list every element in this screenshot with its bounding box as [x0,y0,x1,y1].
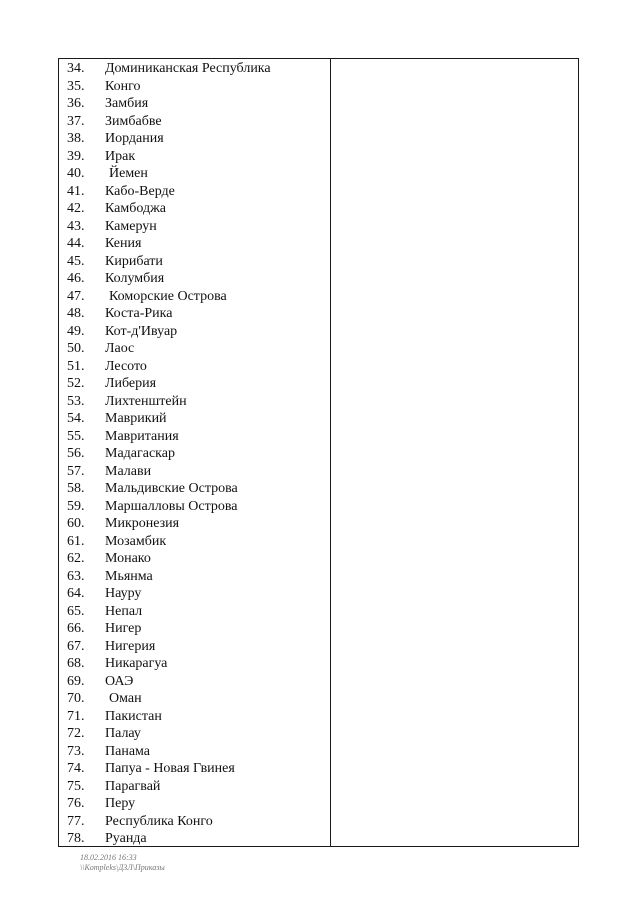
country-name: Камбоджа [105,201,166,216]
country-name: Замбия [105,96,149,111]
list-item [59,358,330,376]
list-item [59,130,330,148]
item-number: 35. [67,78,85,94]
list-item [59,218,330,236]
country-name: Палау [105,726,141,741]
item-number: 74. [67,761,85,776]
list-item [59,813,330,831]
list-item [59,60,330,78]
country-name: Мадагаскар [105,446,175,461]
country-name: Маврикий [105,411,167,426]
item-number: 48. [67,306,85,321]
list-item [59,568,330,586]
country-name: Науру [105,586,142,601]
list-item [59,148,330,166]
list-item [59,305,330,323]
list-item [59,200,330,218]
country-name: Конго [105,78,141,94]
item-number: 69. [67,673,85,689]
item-number: 75. [67,778,85,794]
country-name: Перу [105,796,136,811]
list-item [59,708,330,726]
country-name: Панама [105,743,151,759]
item-number: 60. [67,516,85,531]
item-number: 50. [67,341,85,356]
list-item [59,323,330,341]
footer-date: 18.02.2016 16:33 [80,853,137,862]
item-number: 34. [67,61,85,76]
item-number: 42. [67,201,85,216]
column-divider [330,59,331,846]
list-item [59,550,330,568]
country-name: Кот-д'Ивуар [105,323,178,339]
country-name: Республика Конго [105,813,213,829]
item-number: 64. [67,586,85,601]
list-item [59,498,330,516]
item-number: 63. [67,568,85,584]
item-number: 43. [67,218,85,234]
country-name: Кения [105,236,142,251]
item-number: 36. [67,96,85,111]
list-item [59,235,330,253]
list-item [59,743,330,761]
list-item [59,95,330,113]
item-number: 62. [67,551,85,566]
list-item [59,253,330,271]
country-name: Мьянма [105,568,153,584]
item-number: 57. [67,463,85,479]
country-name: Кабо-Верде [105,183,175,199]
country-list [59,60,330,848]
list-item [59,673,330,691]
list-item [59,760,330,778]
list-item [59,725,330,743]
list-item [59,463,330,481]
list-item [59,270,330,288]
list-item [59,585,330,603]
item-number: 39. [67,148,85,164]
item-number: 54. [67,411,85,426]
country-name: Монако [105,551,151,566]
item-number: 61. [67,533,85,549]
item-number: 76. [67,796,85,811]
item-number: 37. [67,113,85,129]
item-number: 44. [67,236,85,251]
country-name: Лихтенштейн [105,393,187,409]
list-item [59,620,330,638]
list-item [59,428,330,446]
list-item [59,288,330,306]
item-number: 65. [67,603,85,619]
item-number: 46. [67,271,85,286]
country-name: Маршалловы Острова [105,498,238,514]
list-item [59,778,330,796]
item-number: 66. [67,621,85,636]
country-name: Оман [109,691,142,706]
item-number: 67. [67,638,85,654]
country-name: Никарагуа [105,656,168,671]
country-name: Иордания [105,131,164,146]
country-name: Мальдивские Острова [105,481,238,496]
item-number: 70. [67,691,85,706]
country-name: Микронезия [105,516,180,531]
item-number: 51. [67,358,85,374]
list-item [59,165,330,183]
country-name: Малави [105,463,152,479]
item-number: 47. [67,288,85,304]
item-number: 59. [67,498,85,514]
list-item [59,603,330,621]
country-name: Камерун [105,218,157,234]
item-number: 73. [67,743,85,759]
item-number: 40. [67,166,85,181]
item-number: 68. [67,656,85,671]
list-item [59,533,330,551]
list-item [59,78,330,96]
list-item [59,655,330,673]
country-name: Нигерия [105,638,156,654]
country-name: Коморские Острова [109,288,227,304]
country-name: Нигер [105,621,142,636]
item-number: 49. [67,323,85,339]
footer-path: \\Kompleks\ДЗЛ\Приказы [80,863,165,872]
country-name: Лаос [105,341,135,356]
country-name: Мавритания [105,428,179,444]
list-item [59,113,330,131]
list-item [59,795,330,813]
country-name: Ирак [105,148,136,164]
countries-table [58,58,579,847]
list-item [59,410,330,428]
country-name: Мозамбик [105,533,167,549]
item-number: 72. [67,726,85,741]
list-item [59,340,330,358]
footer-stamp [80,853,165,873]
list-item [59,830,330,848]
country-name: Коста-Рика [105,306,173,321]
item-number: 41. [67,183,85,199]
list-item [59,393,330,411]
country-name: Йемен [109,166,148,181]
list-item [59,515,330,533]
item-number: 55. [67,428,85,444]
country-name: Либерия [105,376,157,391]
country-name: Непал [105,603,143,619]
item-number: 58. [67,481,85,496]
list-item [59,690,330,708]
list-item [59,480,330,498]
country-name: Доминиканская Республика [105,61,271,76]
item-number: 38. [67,131,85,146]
item-number: 45. [67,253,85,269]
country-name: Колумбия [105,271,165,286]
country-name: Зимбабве [105,113,162,129]
country-name: ОАЭ [105,673,134,689]
country-name: Парагвай [105,778,161,794]
country-name: Лесото [105,358,147,374]
country-name: Руанда [105,831,147,846]
item-number: 71. [67,708,85,724]
list-item [59,183,330,201]
item-number: 52. [67,376,85,391]
country-name: Пакистан [105,708,162,724]
list-item [59,638,330,656]
item-number: 77. [67,813,85,829]
item-number: 56. [67,446,85,461]
list-item [59,445,330,463]
country-name: Папуа - Новая Гвинея [105,761,235,776]
country-name: Кирибати [105,253,163,269]
item-number: 78. [67,831,85,846]
item-number: 53. [67,393,85,409]
list-item [59,375,330,393]
